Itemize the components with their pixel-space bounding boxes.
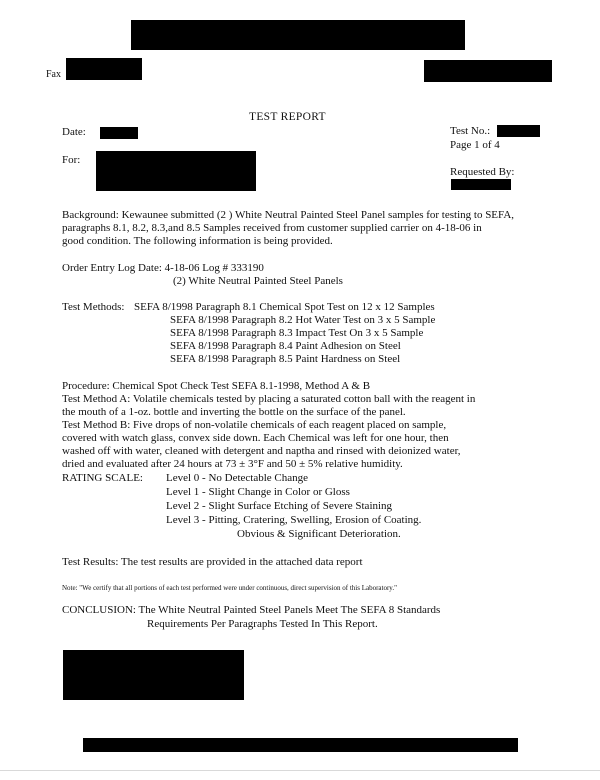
test-method-item: SEFA 8/1998 Paragraph 8.5 Paint Hardness on Steel — [170, 353, 401, 365]
test-method-item: SEFA 8/1998 Paragraph 8.1 Chemical Spot Test on 12 x 12 Samples — [134, 301, 435, 313]
date-label: Date: — [62, 126, 86, 138]
order-sample-line: (2) White Neutral Painted Steel Panels — [173, 275, 343, 287]
certification-note: Note: "We certify that all portions of each test performed were under continuous, direct supervision of this Laboratory." — [62, 584, 397, 592]
redaction-contact — [424, 60, 552, 82]
procedure-line: Test Method B: Five drops of non-volatile chemicals of each reagent placed on sample, — [62, 419, 447, 431]
test-method-item: SEFA 8/1998 Paragraph 8.4 Paint Adhesion on Steel — [170, 340, 401, 352]
scan-edge-line — [0, 770, 600, 771]
procedure-line: washed off with water, cleaned with detergent and naptha and rinsed with deionized water, — [62, 445, 461, 457]
redaction-test-no — [497, 125, 540, 137]
redaction-signature — [63, 650, 244, 700]
procedure-line: covered with watch glass, convex side down. Each Chemical was left for one hour, then — [62, 432, 449, 444]
rating-level: Level 2 - Slight Surface Etching of Severe Staining — [166, 500, 393, 512]
test-results: Test Results: The test results are provided in the attached data report — [62, 556, 363, 568]
report-title: TEST REPORT — [249, 111, 326, 123]
redaction-fax-number — [66, 58, 142, 80]
procedure-line: Procedure: Chemical Spot Check Test SEFA 8.1-1998, Method A & B — [62, 380, 371, 392]
conclusion-line: CONCLUSION: The White Neutral Painted Steel Panels Meet The SEFA 8 Standards — [62, 604, 441, 616]
redaction-footer — [83, 738, 518, 752]
rating-level: Level 0 - No Detectable Change — [166, 472, 309, 484]
rating-level-continued: Obvious & Significant Deterioration. — [237, 528, 401, 540]
redaction-for — [96, 151, 256, 191]
procedure-line: the mouth of a 1-oz. bottle and inverting the bottle on the surface of the panel. — [62, 406, 406, 418]
redaction-date — [100, 127, 138, 139]
test-methods-label: Test Methods: — [62, 301, 125, 313]
test-method-item: SEFA 8/1998 Paragraph 8.2 Hot Water Test on 3 x 5 Sample — [170, 314, 436, 326]
order-entry-line: Order Entry Log Date: 4-18-06 Log # 333190 — [62, 262, 264, 274]
background-line: Background: Kewaunee submitted (2 ) White Neutral Painted Steel Panel samples for testing to SEFA, — [62, 209, 515, 221]
redaction-letterhead — [131, 20, 465, 50]
rating-level: Level 3 - Pitting, Cratering, Swelling, Erosion of Coating. — [166, 514, 422, 526]
test-method-item: SEFA 8/1998 Paragraph 8.3 Impact Test On 3 x 5 Sample — [170, 327, 424, 339]
rating-scale-label: RATING SCALE: — [62, 472, 143, 484]
test-no-label: Test No.: — [450, 125, 491, 137]
requested-by-label: Requested By: — [450, 166, 515, 178]
redaction-requested-by — [451, 179, 511, 190]
for-label: For: — [62, 154, 81, 166]
background-line: paragraphs 8.1, 8.2, 8.3,and 8.5 Samples received from customer supplied carrier on 4-18-06 in — [62, 222, 482, 234]
rating-level: Level 1 - Slight Change in Color or Gloss — [166, 486, 350, 498]
background-line: good condition. The following information is being provided. — [62, 235, 333, 247]
procedure-line: dried and evaluated after 24 hours at 73 ± 3°F and 50 ± 5% relative humidity. — [62, 458, 403, 470]
conclusion-line: Requirements Per Paragraphs Tested In This Report. — [147, 618, 378, 630]
fax-label: Fax — [46, 69, 61, 80]
procedure-line: Test Method A: Volatile chemicals tested by placing a saturated cotton ball with the reagent in — [62, 393, 476, 405]
page-indicator: Page 1 of 4 — [450, 139, 500, 151]
